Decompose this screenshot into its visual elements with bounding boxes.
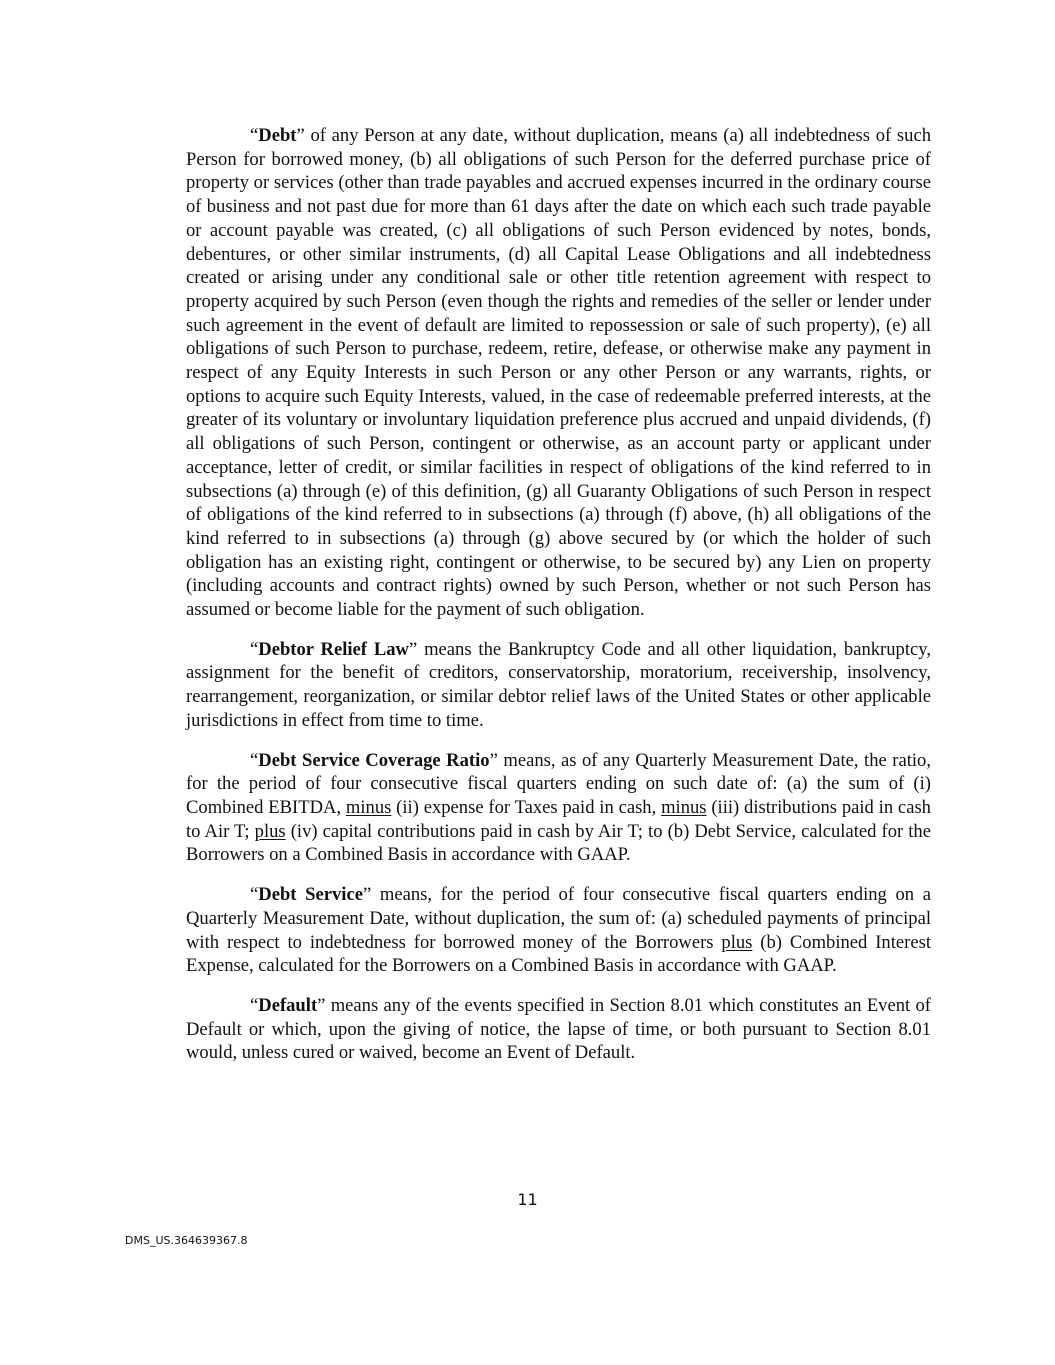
open-quote: “ bbox=[250, 638, 259, 660]
underlined-plus: plus bbox=[254, 820, 286, 842]
document-id: DMS_US.364639367.8 bbox=[125, 1234, 248, 1247]
defined-term: Default bbox=[258, 994, 318, 1016]
defined-term: Debt bbox=[258, 125, 297, 146]
definition-text: (ii) expense for Taxes paid in cash, bbox=[391, 796, 662, 818]
close-quote: ” bbox=[362, 884, 372, 906]
definition-debt-service bbox=[186, 883, 931, 978]
definition-default bbox=[186, 994, 931, 1065]
open-quote: “ bbox=[250, 749, 259, 771]
definition-text: (iv) capital contributions paid in cash by Air T; to (b) Debt Service, calculated for the Borrowers on a Combined Basis in accordance with GAAP. bbox=[186, 820, 931, 866]
definition-text: means, for the period of four consecutive fiscal quarters ending on a Quarterly Measurement Date, without duplication, the sum of: (a) scheduled payments of principal with respect to indebtedness for borrowed money of the Borrowers bbox=[186, 884, 931, 953]
definition-text: (b) Combined Interest Expense, calculated for the Borrowers on a Combined Basis in accordance with GAAP. bbox=[186, 931, 931, 977]
defined-term: Debt Service Coverage Ratio bbox=[258, 749, 490, 771]
page-number: 11 bbox=[517, 1190, 538, 1209]
definition-text: means, as of any Quarterly Measurement Date, the ratio, for the period of four consecutive fiscal quarters ending on such date of: (a) the sum of (i) Combined EBITDA, bbox=[186, 749, 931, 818]
underlined-minus: minus bbox=[661, 796, 707, 818]
close-quote: ” bbox=[296, 125, 305, 146]
document-body bbox=[186, 124, 931, 1081]
defined-term: Debtor Relief Law bbox=[258, 638, 409, 660]
open-quote: “ bbox=[250, 884, 259, 906]
definition-text: means any of the events specified in Section 8.01 which constitutes an Event of Default or which, upon the giving of notice, the lapse of time, or both pursuant to Section 8.01 would, unless cured or waived, become an Event of Default. bbox=[186, 994, 931, 1064]
definition-debtor-relief-law bbox=[186, 638, 931, 733]
definition-debt-service-coverage-ratio bbox=[186, 749, 931, 868]
definition-debt bbox=[186, 124, 931, 622]
close-quote: ” bbox=[408, 638, 418, 660]
open-quote: “ bbox=[250, 125, 259, 146]
definition-text: means the Bankruptcy Code and all other liquidation, bankruptcy, assignment for the benefit of creditors, conservatorship, moratorium, receivership, insolvency, rearrangement, reorganization, or similar debtor relief laws of the United States or other applicable jurisdictions in effect from time to time. bbox=[186, 638, 931, 731]
definition-text: (iii) distributions paid in cash to Air T; bbox=[186, 796, 931, 842]
underlined-minus: minus bbox=[345, 796, 392, 818]
open-quote: “ bbox=[250, 994, 259, 1016]
close-quote: ” bbox=[489, 749, 498, 771]
close-quote: ” bbox=[317, 994, 326, 1016]
defined-term: Debt Service bbox=[258, 884, 363, 906]
underlined-plus: plus bbox=[721, 931, 753, 953]
definition-text: of any Person at any date, without duplication, means (a) all indebtedness of such Person for borrowed money, (b) all obligations of such Person for the deferred purchase price of property or services (other than trade payables and accrued expenses incurred in the ordinary course of business and not past due for more than 61 days after the date on which each such trade payable or account payable was created, (c) all obligations of such Person evidenced by notes, bonds, debentures, or other similar instruments, (d) all Capital Lease Obligations and all indebtedness created or arising under any conditional sale or other title retention agreement with respect to property acquired by such Person (even though the rights and remedies of the seller or lender under such agreement in the event of default are limited to repossession or sale of such property), (e) all obligations of such Person to purchase, redeem, retire, defease, or otherwise make any payment in respect of any Equity Interests in such Person or any other Person or any warrants, rights, or options to acquire such Equity Interests, valued, in the case of redeemable preferred interests, at the greater of its voluntary or involuntary liquidation preference plus accrued and unpaid dividends, (f) all obligations of such Person, contingent or otherwise, as an account party or applicant under acceptance, letter of credit, or similar facilities in respect of obligations of the kind referred to in subsections (a) through (e) of this definition, (g) all Guaranty Obligations of such Person in respect of obligations of the kind referred to in subsections (a) through (f) above, (h) all obligations of the kind referred to in subsections (a) through (g) above secured by (or which the holder of such obligation has an existing right, contingent or otherwise, to be secured by) any Lien on property (including accounts and contract rights) owned by such Person, whether or not such Person has assumed or become liable for the payment of such obligation. bbox=[186, 125, 931, 621]
